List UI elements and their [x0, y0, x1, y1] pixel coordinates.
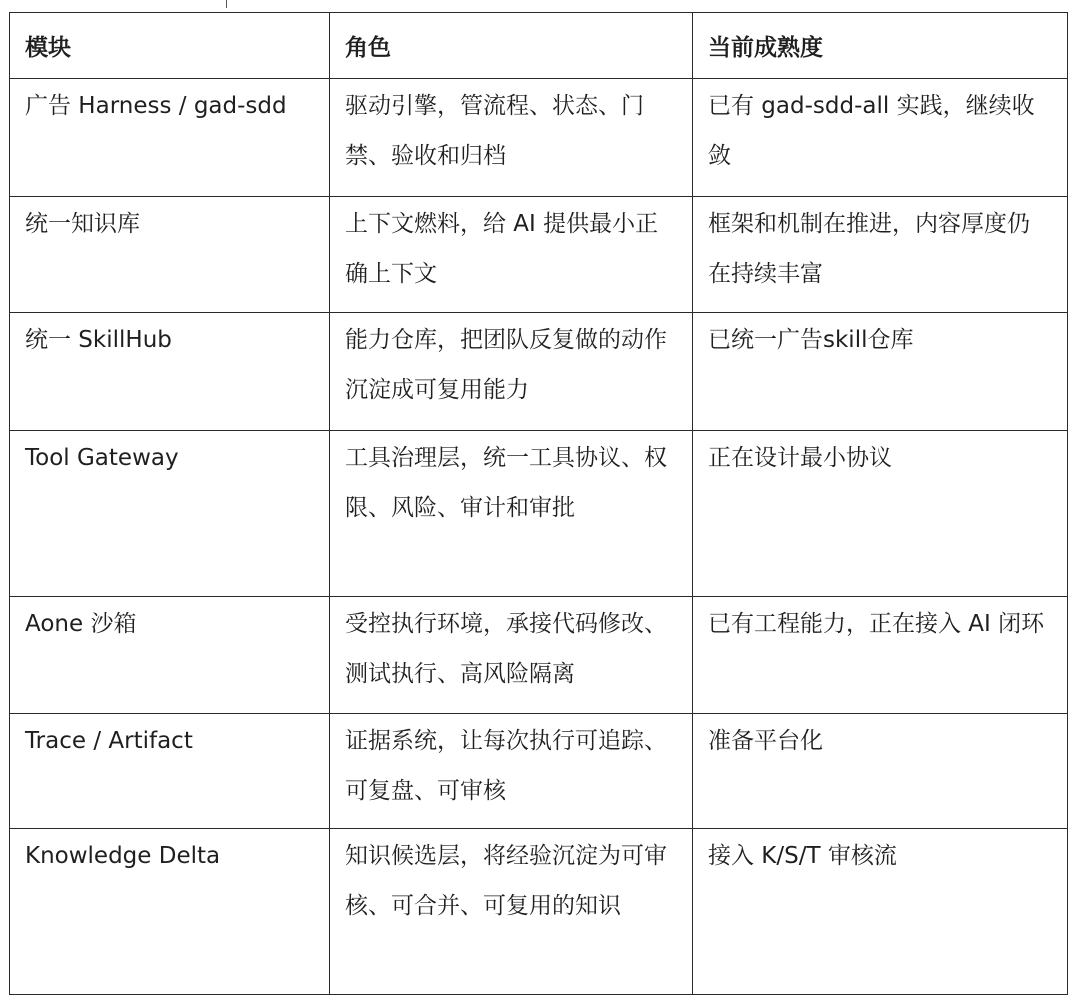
cell-text: 上下文燃料，给 AI 提供最小正确上下文: [345, 211, 659, 287]
cell-module: [10, 79, 330, 197]
cell-maturity: [693, 313, 1068, 431]
cell-module: [10, 313, 330, 431]
cell-text: 统一 SkillHub: [25, 327, 172, 353]
cell-text: 已有 gad-sdd-all 实践，继续收敛: [708, 93, 1035, 169]
table-row: [10, 431, 1068, 597]
cell-role: [330, 597, 693, 714]
text-cursor-mark: [226, 0, 227, 8]
table-row: [10, 714, 1068, 829]
table-row: [10, 197, 1068, 313]
cell-maturity: [693, 79, 1068, 197]
cell-role: [330, 829, 693, 995]
cell-role: [330, 79, 693, 197]
cell-text: 正在设计最小协议: [708, 445, 892, 471]
table-header-row: [10, 13, 1068, 79]
cell-module: [10, 714, 330, 829]
cell-text: 接入 K/S/T 审核流: [708, 843, 897, 869]
cell-text: 框架和机制在推进，内容厚度仍在持续丰富: [708, 211, 1030, 287]
cell-module: [10, 197, 330, 313]
table-row: [10, 313, 1068, 431]
cell-text: Tool Gateway: [25, 445, 179, 471]
cell-module: [10, 597, 330, 714]
cell-role: [330, 431, 693, 597]
cell-text: 驱动引擎，管流程、状态、门禁、验收和归档: [345, 93, 644, 169]
cell-text: Knowledge Delta: [25, 843, 221, 869]
table-row: [10, 829, 1068, 995]
cell-text: 已有工程能力，正在接入 AI 闭环: [708, 611, 1045, 637]
cell-maturity: [693, 829, 1068, 995]
cell-text: 工具治理层，统一工具协议、权限、风险、审计和审批: [345, 445, 667, 521]
cell-module: [10, 829, 330, 995]
header-maturity: 当前成熟度: [693, 13, 1068, 79]
cell-text: 证据系统，让每次执行可追踪、可复盘、可审核: [345, 728, 667, 804]
cell-text: 广告 Harness / gad-sdd: [25, 93, 287, 119]
header-role: 角色: [330, 13, 693, 79]
cell-maturity: [693, 431, 1068, 597]
cell-text: 知识候选层，将经验沉淀为可审核、可合并、可复用的知识: [345, 843, 667, 919]
header-module: 模块: [10, 13, 330, 79]
table-row: [10, 597, 1068, 714]
cell-text: 准备平台化: [708, 728, 823, 754]
cell-module: [10, 431, 330, 597]
cell-text: 能力仓库，把团队反复做的动作沉淀成可复用能力: [345, 327, 667, 403]
table-row: [10, 79, 1068, 197]
cell-text: 统一知识库: [25, 211, 140, 237]
cell-maturity: [693, 597, 1068, 714]
cell-role: [330, 197, 693, 313]
cell-maturity: [693, 197, 1068, 313]
cell-maturity: [693, 714, 1068, 829]
cell-role: [330, 714, 693, 829]
cell-role: [330, 313, 693, 431]
module-maturity-table: [9, 12, 1068, 995]
cell-text: Aone 沙箱: [25, 611, 137, 637]
cell-text: Trace / Artifact: [25, 728, 193, 754]
cell-text: 已统一广告skill仓库: [708, 327, 914, 353]
cell-text: 受控执行环境，承接代码修改、测试执行、高风险隔离: [345, 611, 667, 687]
